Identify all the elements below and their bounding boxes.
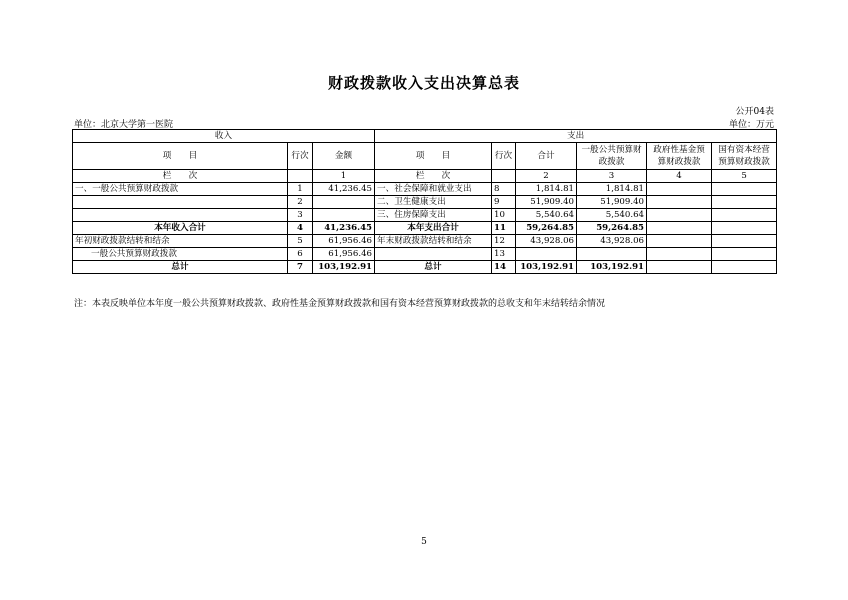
summary-table	[72, 129, 777, 274]
gov-fund-header: 政府性基金预算财政拨款	[647, 143, 712, 170]
expense-state-capital	[712, 261, 777, 274]
subtotal-row	[73, 222, 777, 235]
col-index-4: 4	[647, 170, 712, 183]
page-title: 财政拨款收入支出决算总表	[327, 74, 520, 92]
expense-state-capital	[712, 209, 777, 222]
expense-total: 59,264.85	[516, 222, 577, 235]
income-row-no: 5	[288, 235, 313, 248]
expense-row-no: 13	[492, 248, 516, 261]
expense-state-capital	[712, 235, 777, 248]
table-row	[73, 235, 777, 248]
expense-item: 总计	[375, 261, 492, 274]
expense-state-capital	[712, 183, 777, 196]
expense-row-no: 12	[492, 235, 516, 248]
expense-total	[516, 248, 577, 261]
expense-item: 三、住房保障支出	[375, 209, 492, 222]
income-row-no: 4	[288, 222, 313, 235]
col-index-2: 2	[516, 170, 577, 183]
expense-gov-fund	[647, 248, 712, 261]
expense-total-header: 合计	[516, 143, 577, 170]
income-item: 年初财政拨款结转和结余	[73, 235, 288, 248]
income-amount	[313, 196, 375, 209]
expense-gov-fund	[647, 196, 712, 209]
expense-item	[375, 248, 492, 261]
income-item-header: 项 目	[73, 143, 288, 170]
expense-row-no: 8	[492, 183, 516, 196]
expense-total: 103,192.91	[516, 261, 577, 274]
expense-general: 43,928.06	[577, 235, 647, 248]
expense-row-no: 10	[492, 209, 516, 222]
col-index-5: 5	[712, 170, 777, 183]
expense-general: 103,192.91	[577, 261, 647, 274]
expense-general: 1,814.81	[577, 183, 647, 196]
income-row-no: 6	[288, 248, 313, 261]
expense-general: 51,909.40	[577, 196, 647, 209]
column-index-row	[73, 170, 777, 183]
table-row	[73, 196, 777, 209]
expense-total: 5,540.64	[516, 209, 577, 222]
income-amount-header: 金额	[313, 143, 375, 170]
income-amount: 61,956.46	[313, 248, 375, 261]
table-row	[73, 183, 777, 196]
income-item: 总计	[73, 261, 288, 274]
expense-state-capital	[712, 248, 777, 261]
expense-gov-fund	[647, 261, 712, 274]
expense-gov-fund	[647, 209, 712, 222]
expense-state-capital	[712, 222, 777, 235]
expense-general: 5,540.64	[577, 209, 647, 222]
currency-unit: 单位：万元	[728, 120, 774, 130]
reporting-unit: 单位：北京大学第一医院	[74, 120, 174, 130]
income-item: 一般公共预算财政拨款	[73, 248, 288, 261]
header-row-2	[73, 143, 777, 170]
table-note: 注：本表反映单位本年度一般公共预算财政拨款、政府性基金预算财政拨款和国有资本经营预算财政拨款的总收支和年末结转结余情况	[74, 299, 606, 309]
expense-total: 1,814.81	[516, 183, 577, 196]
table-row	[73, 209, 777, 222]
income-header: 收入	[73, 130, 375, 143]
header-row-1	[73, 130, 777, 143]
page-number: 5	[421, 537, 427, 547]
expense-item-header: 项 目	[375, 143, 492, 170]
grand-total-row	[73, 261, 777, 274]
income-item: 本年收入合计	[73, 222, 288, 235]
expense-general	[577, 248, 647, 261]
expense-item: 一、社会保障和就业支出	[375, 183, 492, 196]
general-budget-header: 一般公共预算财政拨款	[577, 143, 647, 170]
expense-item: 年末财政拨款结转和结余	[375, 235, 492, 248]
expense-gov-fund	[647, 235, 712, 248]
lanci-label: 栏 次	[73, 170, 288, 183]
expense-total: 43,928.06	[516, 235, 577, 248]
income-amount: 103,192.91	[313, 261, 375, 274]
expense-item: 本年支出合计	[375, 222, 492, 235]
expense-gov-fund	[647, 183, 712, 196]
expense-header: 支出	[375, 130, 777, 143]
expense-row-no: 14	[492, 261, 516, 274]
income-item	[73, 209, 288, 222]
income-row-no: 3	[288, 209, 313, 222]
income-amount: 41,236.45	[313, 183, 375, 196]
state-capital-header: 国有资本经营预算财政拨款	[712, 143, 777, 170]
expense-total: 51,909.40	[516, 196, 577, 209]
form-number: 公开04表	[735, 107, 774, 117]
expense-row-no: 9	[492, 196, 516, 209]
income-row-no: 7	[288, 261, 313, 274]
income-item	[73, 196, 288, 209]
expense-state-capital	[712, 196, 777, 209]
lanci-label-2: 栏 次	[375, 170, 492, 183]
col-index-3: 3	[577, 170, 647, 183]
income-row-no: 1	[288, 183, 313, 196]
expense-row-no-header: 行次	[492, 143, 516, 170]
income-amount: 41,236.45	[313, 222, 375, 235]
income-amount	[313, 209, 375, 222]
col-index-1: 1	[313, 170, 375, 183]
income-row-no-header: 行次	[288, 143, 313, 170]
income-amount: 61,956.46	[313, 235, 375, 248]
expense-general: 59,264.85	[577, 222, 647, 235]
expense-item: 二、卫生健康支出	[375, 196, 492, 209]
table-row	[73, 248, 777, 261]
expense-row-no: 11	[492, 222, 516, 235]
expense-gov-fund	[647, 222, 712, 235]
income-row-no: 2	[288, 196, 313, 209]
income-item: 一、一般公共预算财政拨款	[73, 183, 288, 196]
